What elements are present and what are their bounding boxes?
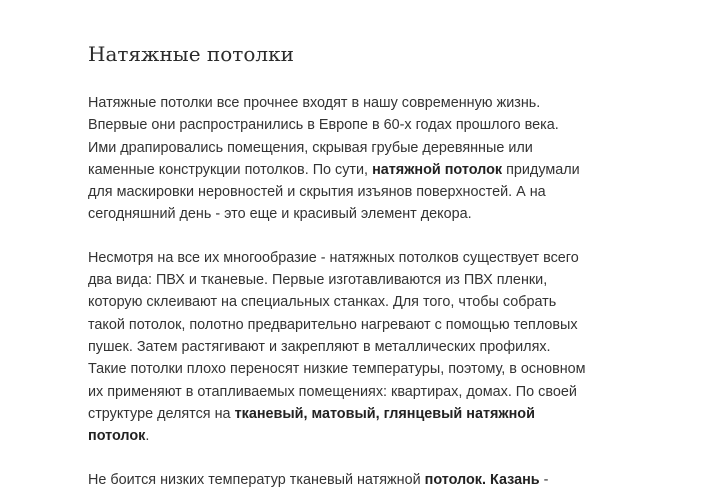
text-run: Такие потолки плохо переносят низкие температуры, поэтому, в основном (88, 361, 586, 378)
paragraph-line (88, 291, 648, 313)
text-run: такой потолок, полотно предварительно нагревают с помощью тепловых (88, 316, 578, 333)
paragraph-line (88, 159, 648, 181)
text-run: пушек. Затем растягивают и закрепляют в металлических профилях. (88, 338, 551, 355)
paragraph-line (88, 469, 648, 491)
text-run: сегодняшний день - это еще и красивый элемент декора. (88, 206, 472, 223)
article-title: Натяжные потолки (88, 42, 294, 66)
text-run: придумали (502, 161, 580, 178)
paragraph-line (88, 247, 648, 269)
text-run: каменные конструкции потолков. По сути, (88, 161, 373, 178)
text-run: - (539, 472, 549, 489)
text-run: для маскировки неровностей и скрытия изъянов поверхностей. А на (88, 184, 546, 201)
paragraph-line (88, 114, 648, 136)
paragraph-line (88, 358, 648, 380)
paragraph-line (88, 336, 648, 358)
text-run: Несмотря на все их многообразие - натяжных потолков существует всего (88, 249, 579, 266)
text-run: Впервые они распространились в Европе в 60-х годах прошлого века. (88, 117, 559, 134)
text-run: структуре делятся на (88, 405, 235, 422)
article-paragraph (88, 469, 648, 491)
bold-keyword: натяжной потолок (372, 161, 503, 178)
bold-keyword: потолок. Казань (424, 472, 540, 489)
paragraph-line (88, 425, 648, 447)
text-run: Не боится низких температур тканевый натяжной (88, 472, 425, 489)
text-run: их применяют в отапливаемых помещениях: квартирах, домах. По своей (88, 383, 577, 400)
article (88, 40, 648, 492)
text-run: два вида: ПВХ и тканевые. Первые изготавливаются из ПВХ пленки, (88, 272, 548, 289)
paragraph-line (88, 203, 648, 225)
paragraph-line (88, 381, 648, 403)
paragraph-line (88, 403, 648, 425)
text-run: Натяжные потолки все прочнее входят в нашу современную жизнь. (88, 95, 541, 111)
text-run: . (145, 428, 150, 445)
text-run: которую склеивают на специальных станках. Для того, чтобы собрать (88, 294, 557, 311)
article-paragraph (88, 247, 648, 448)
paragraph-line (88, 314, 648, 336)
text-run: Ими драпировались помещения, скрывая грубые деревянные или (88, 139, 533, 156)
bold-keyword: тканевый, матовый, глянцевый натяжной (234, 405, 535, 422)
article-paragraph (88, 92, 648, 226)
paragraph-line (88, 137, 648, 159)
paragraph-line (88, 92, 648, 114)
paragraph-line (88, 269, 648, 291)
bold-keyword: потолок (88, 428, 146, 445)
paragraph-line (88, 181, 648, 203)
